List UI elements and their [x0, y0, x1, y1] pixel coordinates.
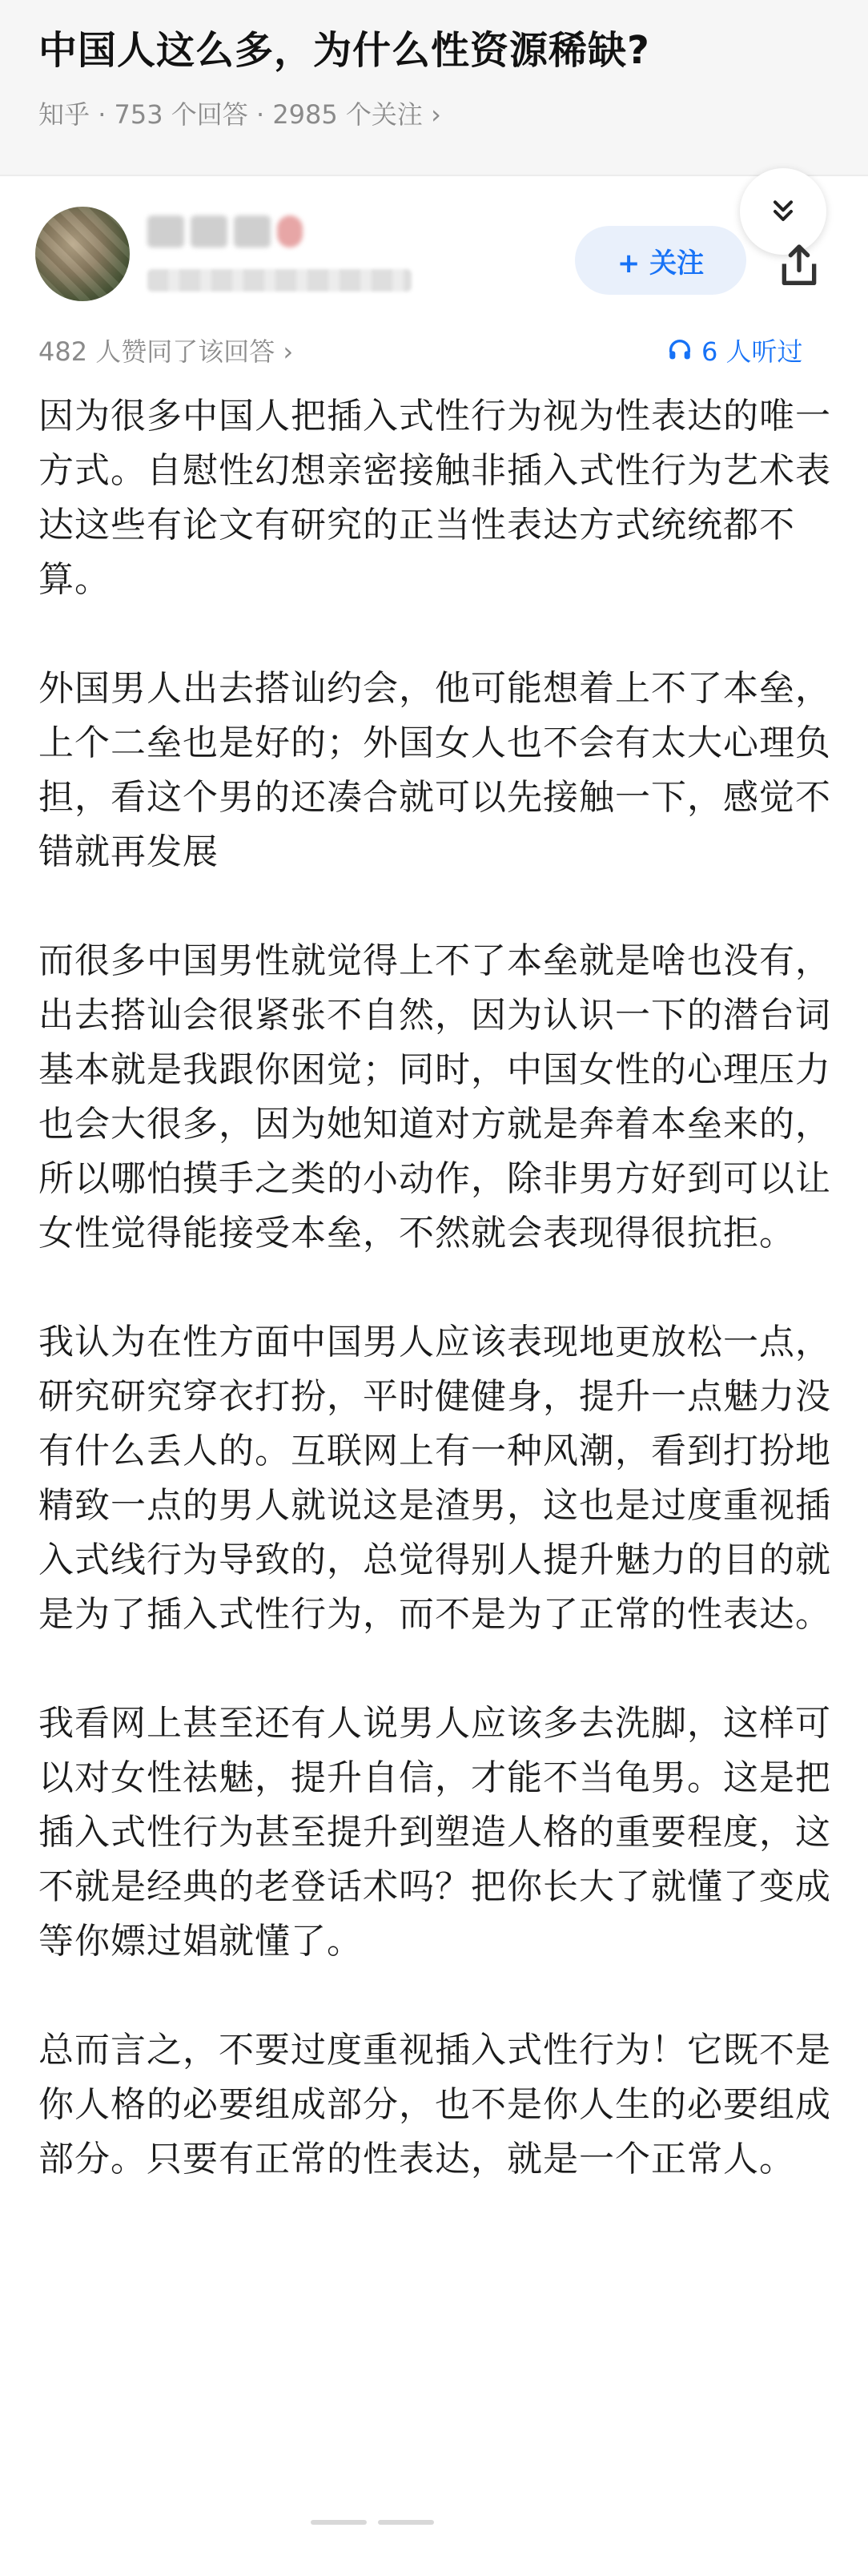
listener-count: 6 人听过 — [701, 336, 803, 367]
answer-paragraph: 总而言之，不要过度重视插入式性行为！它既不是你人格的必要组成部分，也不是你人生的必要组成部分。只要有正常的性表达，就是一个正常人。 — [38, 2030, 831, 2180]
avatar[interactable] — [35, 207, 130, 301]
answer-paragraph: 我看网上甚至还有人说男人应该多去洗脚，这样可以对女性祛魅，提升自信，才能不当龟男。这是把插入式性行为甚至提升到塑造人格的重要程度，这不就是经典的老登话术吗？把你长大了就懂了变成等你嫖过娼就懂了。 — [38, 1703, 831, 1962]
answer-paragraph: 外国男人出去搭讪约会，他可能想着上不了本垒，上个二垒也是好的；外国女人也不会有太大心理负担，看这个男的还凑合就可以先接触一下，感觉不错就再发展 — [38, 668, 831, 872]
share-icon[interactable] — [774, 240, 825, 292]
answer-content — [38, 389, 831, 2241]
meta-separator: · — [247, 99, 273, 130]
question-title[interactable]: 中国人这么多，为什么性资源稀缺? — [38, 28, 650, 73]
follow-button[interactable]: + 关注 — [575, 226, 746, 295]
chevron-double-down-icon — [767, 195, 799, 227]
answer-paragraph: 我认为在性方面中国男人应该表现地更放松一点，研究研究穿衣打扮，平时健健身，提升一点魅力没有什么丢人的。互联网上有一种风潮，看到打扮地精致一点的男人就说这是渣男，这也是过度重视插入式线行为导致的，总觉得别人提升魅力的目的就是为了插入式性行为，而不是为了正常的性表达。 — [38, 1322, 831, 1635]
header-divider — [0, 175, 868, 176]
headphones-icon — [666, 336, 693, 364]
source-label: 知乎 — [38, 99, 90, 130]
likes-summary[interactable]: 482 人赞同了该回答 › — [38, 336, 294, 367]
meta-separator: · — [90, 99, 115, 130]
answer-paragraph: 而很多中国男性就觉得上不了本垒就是啥也没有，出去搭讪会很紧张不自然，因为认识一下的潜台词基本就是我跟你困觉；同时，中国女性的心理压力也会大很多，因为她知道对方就是奔着本垒来的，所以哪怕摸手之类的小动作，除非男方好到可以让女性觉得能接受本垒，不然就会表现得很抗拒。 — [38, 940, 831, 1254]
chevron-right-icon: › — [422, 99, 441, 130]
question-meta[interactable] — [38, 95, 441, 131]
author-bio-blurred — [147, 269, 412, 292]
question-header[interactable] — [0, 0, 868, 175]
listen-indicator[interactable] — [666, 332, 803, 368]
follower-count: 2985 个关注 — [272, 99, 423, 130]
author-name-blurred[interactable] — [147, 215, 303, 248]
loading-placeholder — [311, 2520, 434, 2525]
answer-paragraph: 因为很多中国人把插入式性行为视为性表达的唯一方式。自慰性幻想亲密接触非插入式性行为艺术表达这些有论文有研究的正当性表达方式统统都不算。 — [38, 396, 831, 600]
answer-count: 753 个回答 — [114, 99, 248, 130]
